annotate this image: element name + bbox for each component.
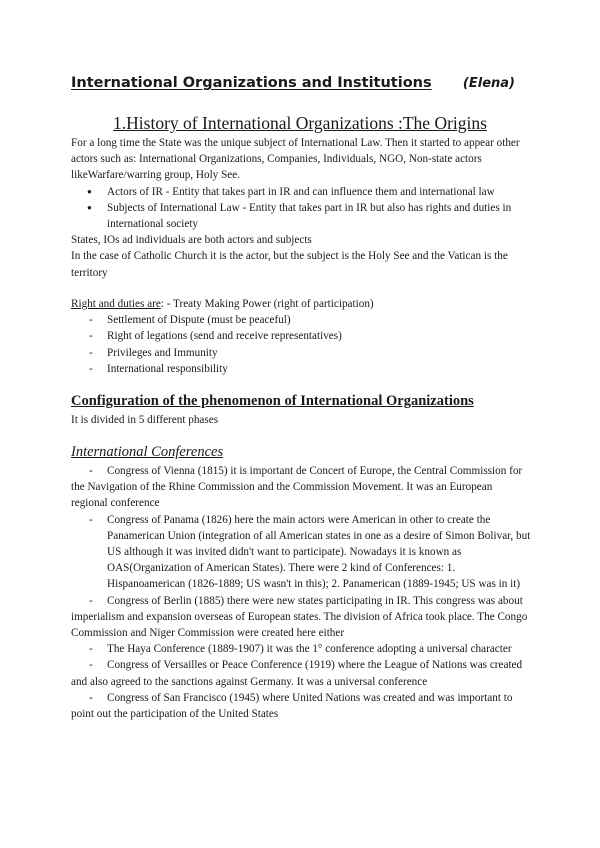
list-item: - Congress of Vienna (1815) it is important de Concert of Europe, the Central Commission for the Navigation of the Rhine Commission and the Commission Movement. It was an European regional conference bbox=[71, 465, 523, 510]
configuration-heading: Configuration of the phenomenon of International Organizations bbox=[71, 393, 474, 409]
actors-subjects-list bbox=[71, 184, 531, 233]
list-item: - Congress of Panama (1826) here the main actors were American in other to create the Panamerican Union (integration of all American states in one as a desire of Simon Bolivar, but US although it was invited didn't want to participate). Nowadays it is known as OAS(Organization of American States). There were 2 kind of Conferences: 1. Hispanoamerican (1826-1889; US wasn't in this); 2. Panamerican (1889-1945; US was in it) bbox=[71, 512, 531, 593]
rights-line bbox=[71, 296, 531, 312]
list-item: - Congress of San Francisco (1945) where United Nations was created and was important to point out the participation of the United States bbox=[71, 691, 513, 721]
list-item: - The Haya Conference (1889-1907) it was the 1° conference adopting a universal character bbox=[89, 643, 512, 656]
section1-body bbox=[71, 135, 531, 281]
conferences-heading: International Conferences bbox=[71, 444, 224, 460]
paragraph: In the case of Catholic Church it is the actor, but the subject is the Holy See and the Vatican is the territory bbox=[71, 250, 508, 279]
intro-paragraph: For a long time the State was the unique subject of International Law. Then it started to appear other actors such as: International Organizations, Companies, Individuals, NGO, Non-state actors likeWarfare/warring group, Holy See. bbox=[71, 137, 520, 182]
list-item: ● Subjects of International Law - Entity that takes part in IR but also has rights and duties in international society bbox=[71, 200, 531, 232]
rights-duties-block bbox=[71, 296, 531, 377]
author-name: (Elena) bbox=[462, 76, 515, 91]
list-item: - Privileges and Immunity bbox=[71, 345, 531, 361]
document-title: International Organizations and Institutions bbox=[71, 75, 432, 91]
list-item: ● Actors of IR - Entity that takes part in IR and can influence them and international law bbox=[71, 184, 531, 200]
rights-label: Right and duties are bbox=[71, 298, 161, 310]
list-item: - Settlement of Dispute (must be peaceful) bbox=[71, 312, 531, 328]
section-title: 1.History of International Organizations :The Origins bbox=[113, 113, 487, 133]
paragraph: States, IOs ad individuals are both actors and subjects bbox=[71, 234, 312, 247]
configuration-text: It is divided in 5 different phases bbox=[71, 414, 219, 426]
conferences-list bbox=[71, 463, 531, 722]
rights-first-item: : - Treaty Making Power (right of participation) bbox=[160, 298, 374, 310]
document-header bbox=[71, 75, 521, 91]
list-item: - Congress of Versailles or Peace Conference (1919) where the League of Nations was created and also agreed to the sanctions against Germany. It was a universal conference bbox=[71, 659, 523, 688]
list-item: - Congress of Berlin (1885) there were new states participating in IR. This congress was about imperialism and expansion overseas of European states. The division of Africa took place. The Congo Commission and Niger Commission were created here either bbox=[71, 594, 528, 640]
list-item: - International responsibility bbox=[71, 361, 531, 377]
list-item: - Right of legations (send and receive representatives) bbox=[71, 328, 531, 344]
rights-list bbox=[71, 312, 531, 377]
